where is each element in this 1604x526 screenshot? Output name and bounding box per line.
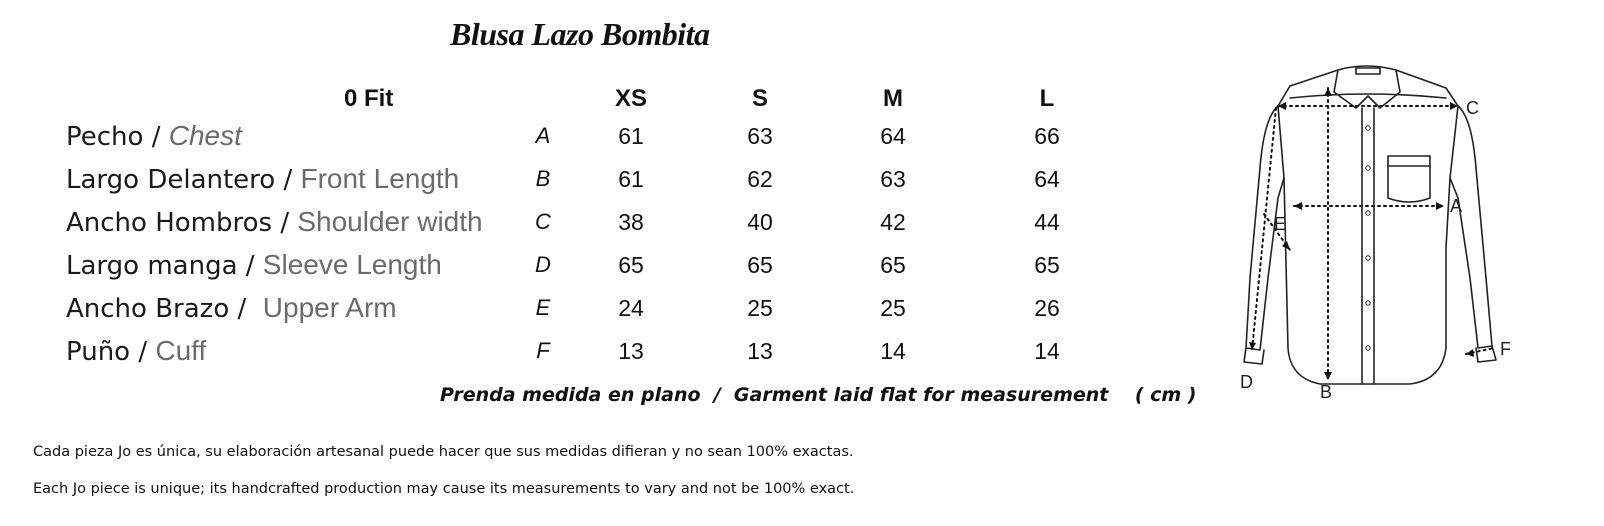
product-title: Blusa Lazo Bombita xyxy=(450,16,710,52)
value-s: 25 xyxy=(747,295,773,321)
diagram-label-b: B xyxy=(1320,382,1333,402)
size-header-xs: XS xyxy=(614,85,647,112)
value-s: 13 xyxy=(747,338,773,364)
measurement-note: Prenda medida en plano / Garment laid flat for measurement ( cm ) xyxy=(440,384,1197,406)
disclaimer-en: Each Jo piece is unique; its handcrafted production may cause its measurements to vary and not be 100% exact. xyxy=(33,481,855,497)
value-l: 66 xyxy=(1034,123,1060,149)
label-en: Shoulder width xyxy=(297,206,483,237)
value-l: 64 xyxy=(1034,166,1060,192)
value-xs: 38 xyxy=(618,209,644,235)
label-en: Front Length xyxy=(300,163,460,194)
value-m: 63 xyxy=(880,166,906,192)
measurement-row-shoulder-width xyxy=(0,202,1160,242)
measure-letter: A xyxy=(535,123,551,148)
shirt-measurement-diagram xyxy=(1220,48,1520,414)
row-label xyxy=(66,116,242,157)
measurement-row-cuff xyxy=(0,331,1160,371)
value-xs: 61 xyxy=(618,166,644,192)
label-es: Ancho Hombros / xyxy=(66,208,298,238)
diagram-label-a: A xyxy=(1450,196,1463,216)
value-s: 62 xyxy=(747,166,773,192)
label-en: Sleeve Length xyxy=(262,249,442,280)
row-label xyxy=(66,288,397,329)
value-s: 65 xyxy=(747,252,773,278)
label-es: Ancho Brazo / xyxy=(66,294,263,324)
measurement-row-front-length xyxy=(0,159,1160,199)
measure-letter: D xyxy=(535,252,551,277)
measure-letter: B xyxy=(535,166,551,191)
measure-letter: C xyxy=(535,209,551,234)
value-xs: 24 xyxy=(618,295,644,321)
label-es: Largo Delantero / xyxy=(66,165,301,195)
value-s: 63 xyxy=(747,123,773,149)
measurement-row-chest xyxy=(0,116,1160,156)
size-header-m: M xyxy=(883,85,903,112)
diagram-label-c: C xyxy=(1466,98,1479,118)
diagram-label-d: D xyxy=(1240,372,1253,392)
value-m: 65 xyxy=(880,252,906,278)
row-label xyxy=(66,202,483,243)
row-label xyxy=(66,159,459,200)
label-en: Upper Arm xyxy=(262,292,397,323)
disclaimer-es: Cada pieza Jo es única, su elaboración artesanal puede hacer que sus medidas difieran y no sean 100% exactas. xyxy=(33,444,854,460)
row-label xyxy=(66,245,442,286)
value-xs: 65 xyxy=(618,252,644,278)
measure-letter: F xyxy=(536,338,550,363)
diagram-label-f: F xyxy=(1500,339,1511,359)
label-en: Chest xyxy=(168,120,242,151)
label-es: Largo manga / xyxy=(66,251,263,281)
label-es: Puño / xyxy=(66,337,156,367)
measure-letter: E xyxy=(535,295,551,320)
row-label xyxy=(66,331,206,372)
value-xs: 61 xyxy=(618,123,644,149)
measurement-row-upper-arm xyxy=(0,288,1160,328)
label-es: Pecho / xyxy=(66,122,169,152)
value-m: 25 xyxy=(880,295,906,321)
value-s: 40 xyxy=(747,209,773,235)
value-l: 14 xyxy=(1034,338,1060,364)
value-l: 44 xyxy=(1034,209,1060,235)
diagram-label-e: E xyxy=(1274,214,1287,234)
value-m: 64 xyxy=(880,123,906,149)
value-l: 65 xyxy=(1034,252,1060,278)
value-xs: 13 xyxy=(618,338,644,364)
value-m: 42 xyxy=(880,209,906,235)
size-header-s: S xyxy=(751,85,768,112)
label-en: Cuff xyxy=(155,335,207,366)
measurement-row-sleeve-length xyxy=(0,245,1160,285)
fit-label: 0 Fit xyxy=(344,85,394,112)
value-l: 26 xyxy=(1034,295,1060,321)
size-header-l: L xyxy=(1039,85,1055,112)
value-m: 14 xyxy=(880,338,906,364)
